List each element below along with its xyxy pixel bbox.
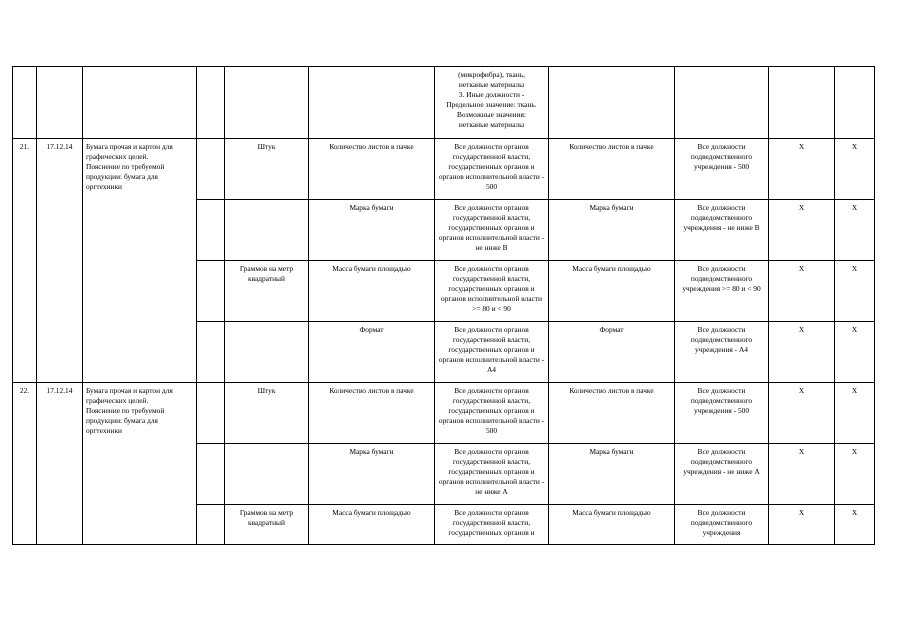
product-name [83, 261, 197, 322]
okei-code [197, 505, 225, 545]
unit-name [225, 444, 309, 505]
table-row [13, 383, 875, 444]
characteristic-name: Марка бумаги [309, 444, 435, 505]
row-number [13, 200, 37, 261]
okei-code [197, 67, 225, 139]
okpd-code [37, 505, 83, 545]
characteristic-name-sub: Количество листов в пачке [549, 383, 675, 444]
x-mark-1: X [769, 505, 835, 545]
table-row [13, 200, 875, 261]
row-number [13, 505, 37, 545]
characteristic-name-sub: Марка бумаги [549, 444, 675, 505]
characteristic-name: Количество листов в пачке [309, 139, 435, 200]
limit-value: Все должности органов государственной власти, государственных органов и органов исполнительной власти - 500 [435, 383, 549, 444]
x-mark-2: X [835, 261, 875, 322]
okei-code [197, 383, 225, 444]
row-number [13, 444, 37, 505]
x-mark-2: X [835, 139, 875, 200]
procurement-table [12, 66, 875, 545]
table-row [13, 139, 875, 200]
okpd-code [37, 261, 83, 322]
table-row [13, 505, 875, 545]
value-sub: Все должности подведомственного учреждения - А4 [675, 322, 769, 383]
characteristic-name: Масса бумаги площадью [309, 505, 435, 545]
unit-name: Граммов на метр квадратный [225, 261, 309, 322]
okpd-code [37, 322, 83, 383]
limit-value: Все должности органов государственной власти, государственных органов и органов исполнительной власти >= 80 и < 90 [435, 261, 549, 322]
characteristic-name-sub: Количество листов в пачке [549, 139, 675, 200]
characteristic-name-sub: Формат [549, 322, 675, 383]
x-mark-1: X [769, 444, 835, 505]
value-sub [675, 67, 769, 139]
value-sub: Все должности подведомственного учреждения - 500 [675, 139, 769, 200]
okpd-code [37, 67, 83, 139]
limit-value: Все должности органов государственной власти, государственных органов и органов исполнительной власти - А4 [435, 322, 549, 383]
x-mark-1: X [769, 200, 835, 261]
characteristic-name: Марка бумаги [309, 200, 435, 261]
table-row [13, 261, 875, 322]
okei-code [197, 139, 225, 200]
table-row [13, 67, 875, 139]
characteristic-name-sub: Масса бумаги площадью [549, 505, 675, 545]
x-mark-1: X [769, 261, 835, 322]
limit-value: Все должности органов государственной власти, государственных органов и [435, 505, 549, 545]
product-name: Бумага прочая и картон для графических целей. Пояснение по требуемой продукции: бумага для оргтехники [83, 383, 197, 444]
unit-name [225, 67, 309, 139]
unit-name [225, 200, 309, 261]
x-mark-1: X [769, 383, 835, 444]
product-name: Бумага прочая и картон для графических целей. Пояснение по требуемой продукции: бумага для оргтехники [83, 139, 197, 200]
product-name [83, 505, 197, 545]
value-sub: Все должности подведомственного учреждения - не ниже В [675, 200, 769, 261]
value-sub: Все должности подведомственного учреждения >= 80 и < 90 [675, 261, 769, 322]
value-sub: Все должности подведомственного учреждения - 500 [675, 383, 769, 444]
characteristic-name-sub: Марка бумаги [549, 200, 675, 261]
x-mark-2: X [835, 383, 875, 444]
okpd-code [37, 444, 83, 505]
product-name [83, 322, 197, 383]
product-name [83, 67, 197, 139]
limit-value: (микрофибра), ткань, нетканые материалы 3. Иные должности - Предельное значение: ткань. Возможные значения: нетканые материалы [435, 67, 549, 139]
row-number [13, 261, 37, 322]
limit-value: Все должности органов государственной власти, государственных органов и органов исполнительной власти - не ниже А [435, 444, 549, 505]
table-row [13, 322, 875, 383]
okei-code [197, 322, 225, 383]
characteristic-name: Масса бумаги площадью [309, 261, 435, 322]
x-mark-1 [769, 67, 835, 139]
unit-name [225, 322, 309, 383]
characteristic-name-sub: Масса бумаги площадью [549, 261, 675, 322]
okei-code [197, 444, 225, 505]
x-mark-2: X [835, 322, 875, 383]
row-number [13, 322, 37, 383]
x-mark-2: X [835, 200, 875, 261]
unit-name: Граммов на метр квадратный [225, 505, 309, 545]
okpd-code: 17.12.14 [37, 383, 83, 444]
okei-code [197, 200, 225, 261]
row-number [13, 67, 37, 139]
table-row [13, 444, 875, 505]
okpd-code: 17.12.14 [37, 139, 83, 200]
product-name [83, 200, 197, 261]
value-sub: Все должности подведомственного учреждения - не ниже А [675, 444, 769, 505]
okpd-code [37, 200, 83, 261]
characteristic-name-sub [549, 67, 675, 139]
product-name [83, 444, 197, 505]
row-number: 22. [13, 383, 37, 444]
x-mark-2: X [835, 505, 875, 545]
x-mark-1: X [769, 139, 835, 200]
characteristic-name: Количество листов в пачке [309, 383, 435, 444]
x-mark-2 [835, 67, 875, 139]
characteristic-name [309, 67, 435, 139]
x-mark-2: X [835, 444, 875, 505]
row-number: 21. [13, 139, 37, 200]
limit-value: Все должности органов государственной власти, государственных органов и органов исполнительной власти - 500 [435, 139, 549, 200]
okei-code [197, 261, 225, 322]
unit-name: Штук [225, 383, 309, 444]
unit-name: Штук [225, 139, 309, 200]
x-mark-1: X [769, 322, 835, 383]
characteristic-name: Формат [309, 322, 435, 383]
limit-value: Все должности органов государственной власти, государственных органов и органов исполнительной власти - не ниже В [435, 200, 549, 261]
value-sub: Все должности подведомственного учреждения [675, 505, 769, 545]
